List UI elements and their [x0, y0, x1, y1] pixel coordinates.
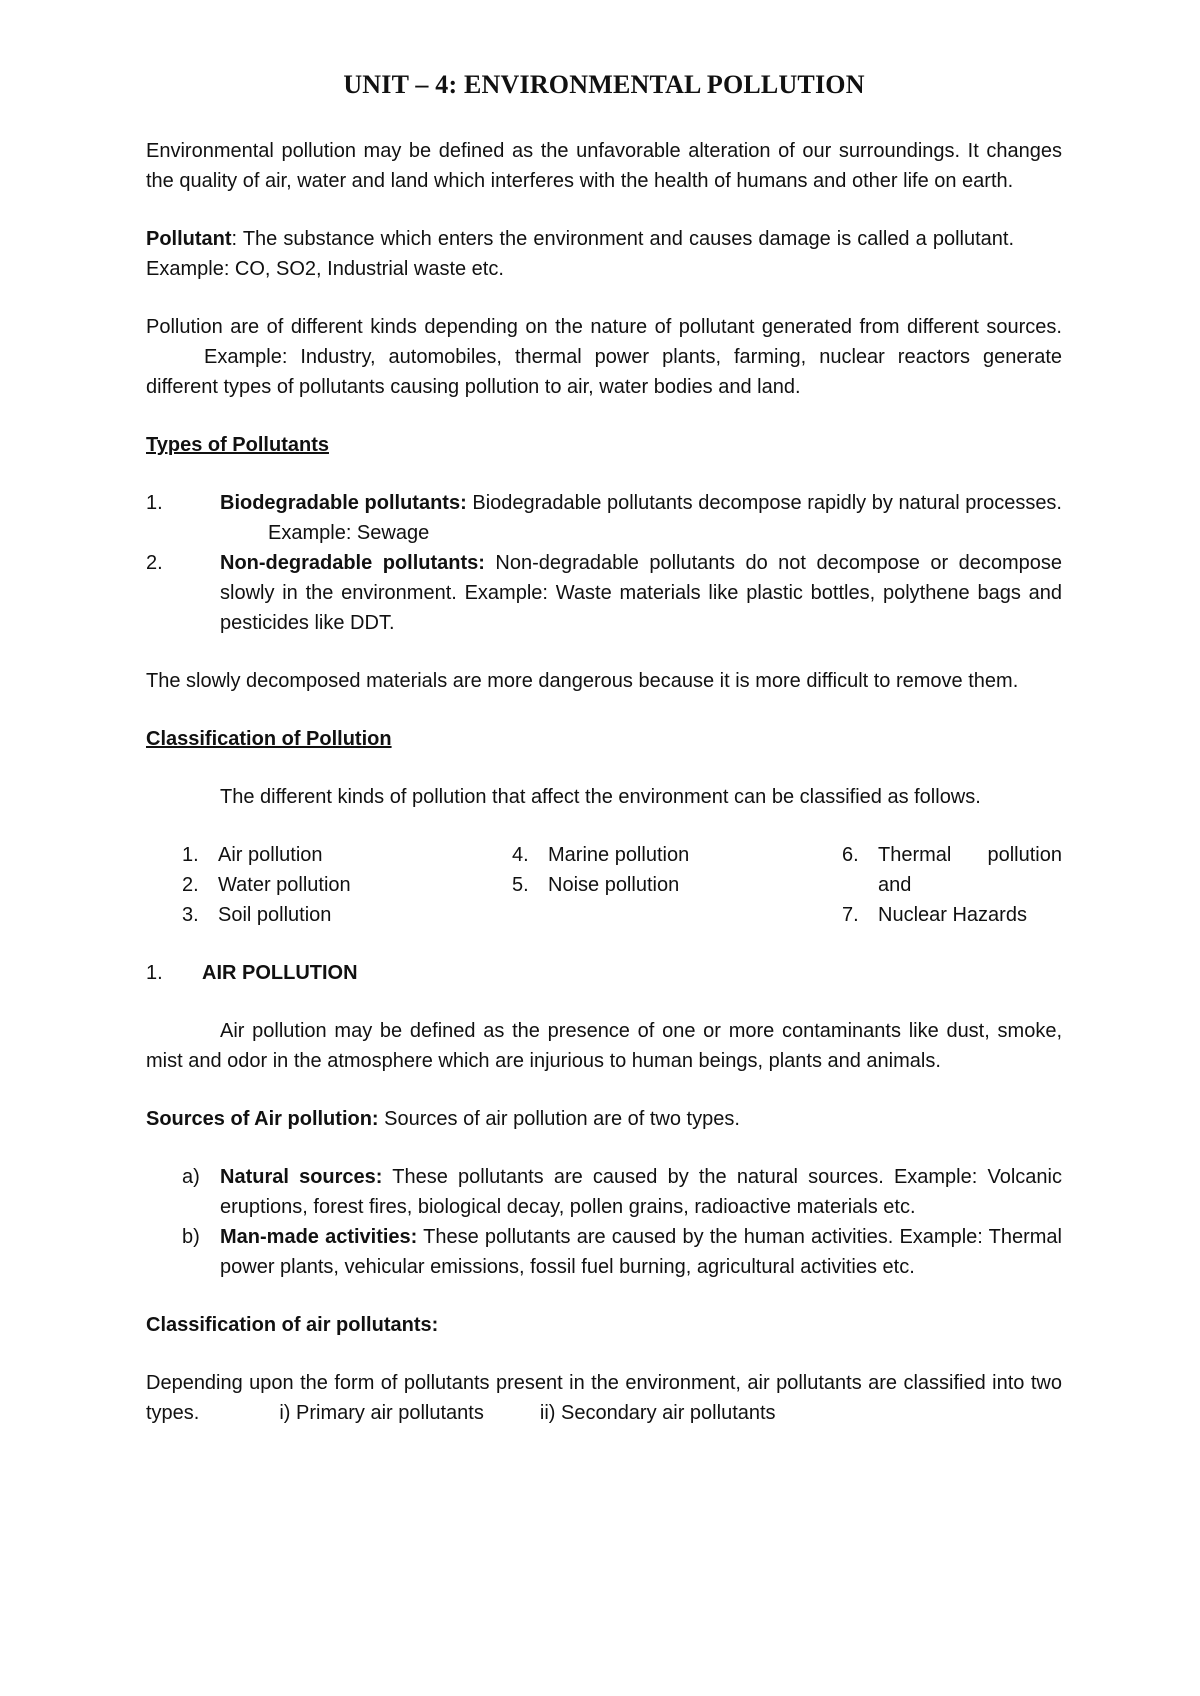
list-number: 2. — [146, 552, 163, 574]
list-item — [842, 840, 1062, 900]
list-text: Water pollution — [218, 874, 351, 896]
list-letter: b) — [182, 1226, 200, 1248]
classification-columns — [146, 840, 1062, 930]
list-item — [182, 900, 512, 930]
pollutant-example: Example: CO, SO2, Industrial waste etc. — [146, 258, 504, 280]
air-classification-heading: Classification of air pollutants: — [146, 1314, 439, 1336]
type-label: Biodegradable pollutants: — [220, 492, 467, 514]
kinds-text: Pollution are of different kinds depending on the nature of pollutant generated from different sources. — [146, 316, 1062, 338]
classification-column-3 — [842, 840, 1062, 930]
list-number: 6. — [842, 844, 859, 866]
kinds-example: Example: Industry, automobiles, thermal power plants, farming, nuclear reactors generate different types of pollutants causing pollution to air, water bodies and land. — [146, 346, 1062, 398]
slowly-paragraph: The slowly decomposed materials are more dangerous because it is more difficult to remove them. — [146, 670, 1019, 692]
document-page — [146, 70, 1062, 1428]
list-item — [842, 900, 1062, 930]
type-label: Non-degradable pollutants: — [220, 552, 485, 574]
list-text: Nuclear Hazards — [878, 904, 1027, 926]
list-item — [512, 840, 842, 870]
section-number: 1. — [146, 962, 163, 984]
list-text: Thermal pollution and — [878, 844, 1062, 896]
list-item — [146, 548, 1062, 638]
classification-intro: The different kinds of pollution that affect the environment can be classified as follows. — [220, 786, 981, 808]
list-item — [182, 840, 512, 870]
source-label: Natural sources: — [220, 1166, 383, 1188]
list-text: Soil pollution — [218, 904, 332, 926]
classification-column-2 — [512, 840, 842, 930]
pollutant-text: : The substance which enters the environment and causes damage is called a pollutant. — [231, 228, 1014, 250]
list-item — [182, 870, 512, 900]
list-number: 4. — [512, 844, 529, 866]
secondary-pollutants: ii) Secondary air pollutants — [539, 1402, 776, 1424]
kinds-paragraph — [146, 312, 1062, 402]
types-heading: Types of Pollutants — [146, 434, 329, 456]
air-classification-text: Depending upon the form of pollutants present in the environment, air pollutants are classified into two types. — [146, 1372, 1062, 1424]
sources-text: Sources of air pollution are of two types. — [378, 1108, 740, 1130]
pollutant-paragraph — [146, 224, 1062, 284]
list-text: Noise pollution — [548, 874, 680, 896]
list-number: 7. — [842, 904, 859, 926]
air-pollution-heading — [146, 958, 1062, 988]
list-item — [146, 1162, 1062, 1222]
list-number: 1. — [182, 844, 199, 866]
list-number: 1. — [146, 492, 163, 514]
source-text: These pollutants are caused by the natural sources. Example: Volcanic eruptions, forest fires, biological decay, pollen grains, radioactive materials etc. — [220, 1166, 1062, 1218]
sources-label: Sources of Air pollution: — [146, 1108, 379, 1130]
type-example: Example: Sewage — [268, 522, 430, 544]
list-text: Marine pollution — [548, 844, 690, 866]
page-title: UNIT – 4: ENVIRONMENTAL POLLUTION — [343, 70, 865, 99]
list-number: 2. — [182, 874, 199, 896]
list-number: 3. — [182, 904, 199, 926]
type-text: Biodegradable pollutants decompose rapidly by natural processes. — [466, 492, 1062, 514]
sources-list — [146, 1162, 1062, 1282]
pollutant-label: Pollutant — [146, 228, 232, 250]
sources-paragraph — [146, 1104, 1062, 1134]
list-number: 5. — [512, 874, 529, 896]
classification-column-1 — [182, 840, 512, 930]
intro-paragraph: Environmental pollution may be defined as the unfavorable alteration of our surroundings. It changes the quality of air, water and land which interferes with the health of humans and other life on earth. — [146, 140, 1062, 192]
classification-heading: Classification of Pollution — [146, 728, 392, 750]
list-item — [512, 870, 842, 900]
list-letter: a) — [182, 1166, 200, 1188]
primary-pollutants: i) Primary air pollutants — [279, 1402, 484, 1424]
section-title: AIR POLLUTION — [202, 962, 358, 984]
source-text: These pollutants are caused by the human activities. Example: Thermal power plants, vehicular emissions, fossil fuel burning, agricultural activities etc. — [220, 1226, 1062, 1278]
air-classification-paragraph — [146, 1368, 1062, 1428]
list-item — [146, 488, 1062, 548]
list-item — [146, 1222, 1062, 1282]
type-text: Non-degradable pollutants do not decompose or decompose slowly in the environment. Example: Waste materials like plastic bottles, polythene bags and pesticides like DDT. — [220, 552, 1063, 634]
types-list — [146, 488, 1062, 638]
source-label: Man-made activities: — [220, 1226, 418, 1248]
list-text: Air pollution — [218, 844, 323, 866]
air-definition: Air pollution may be defined as the presence of one or more contaminants like dust, smoke, mist and odor in the atmosphere which are injurious to human beings, plants and animals. — [146, 1020, 1062, 1072]
